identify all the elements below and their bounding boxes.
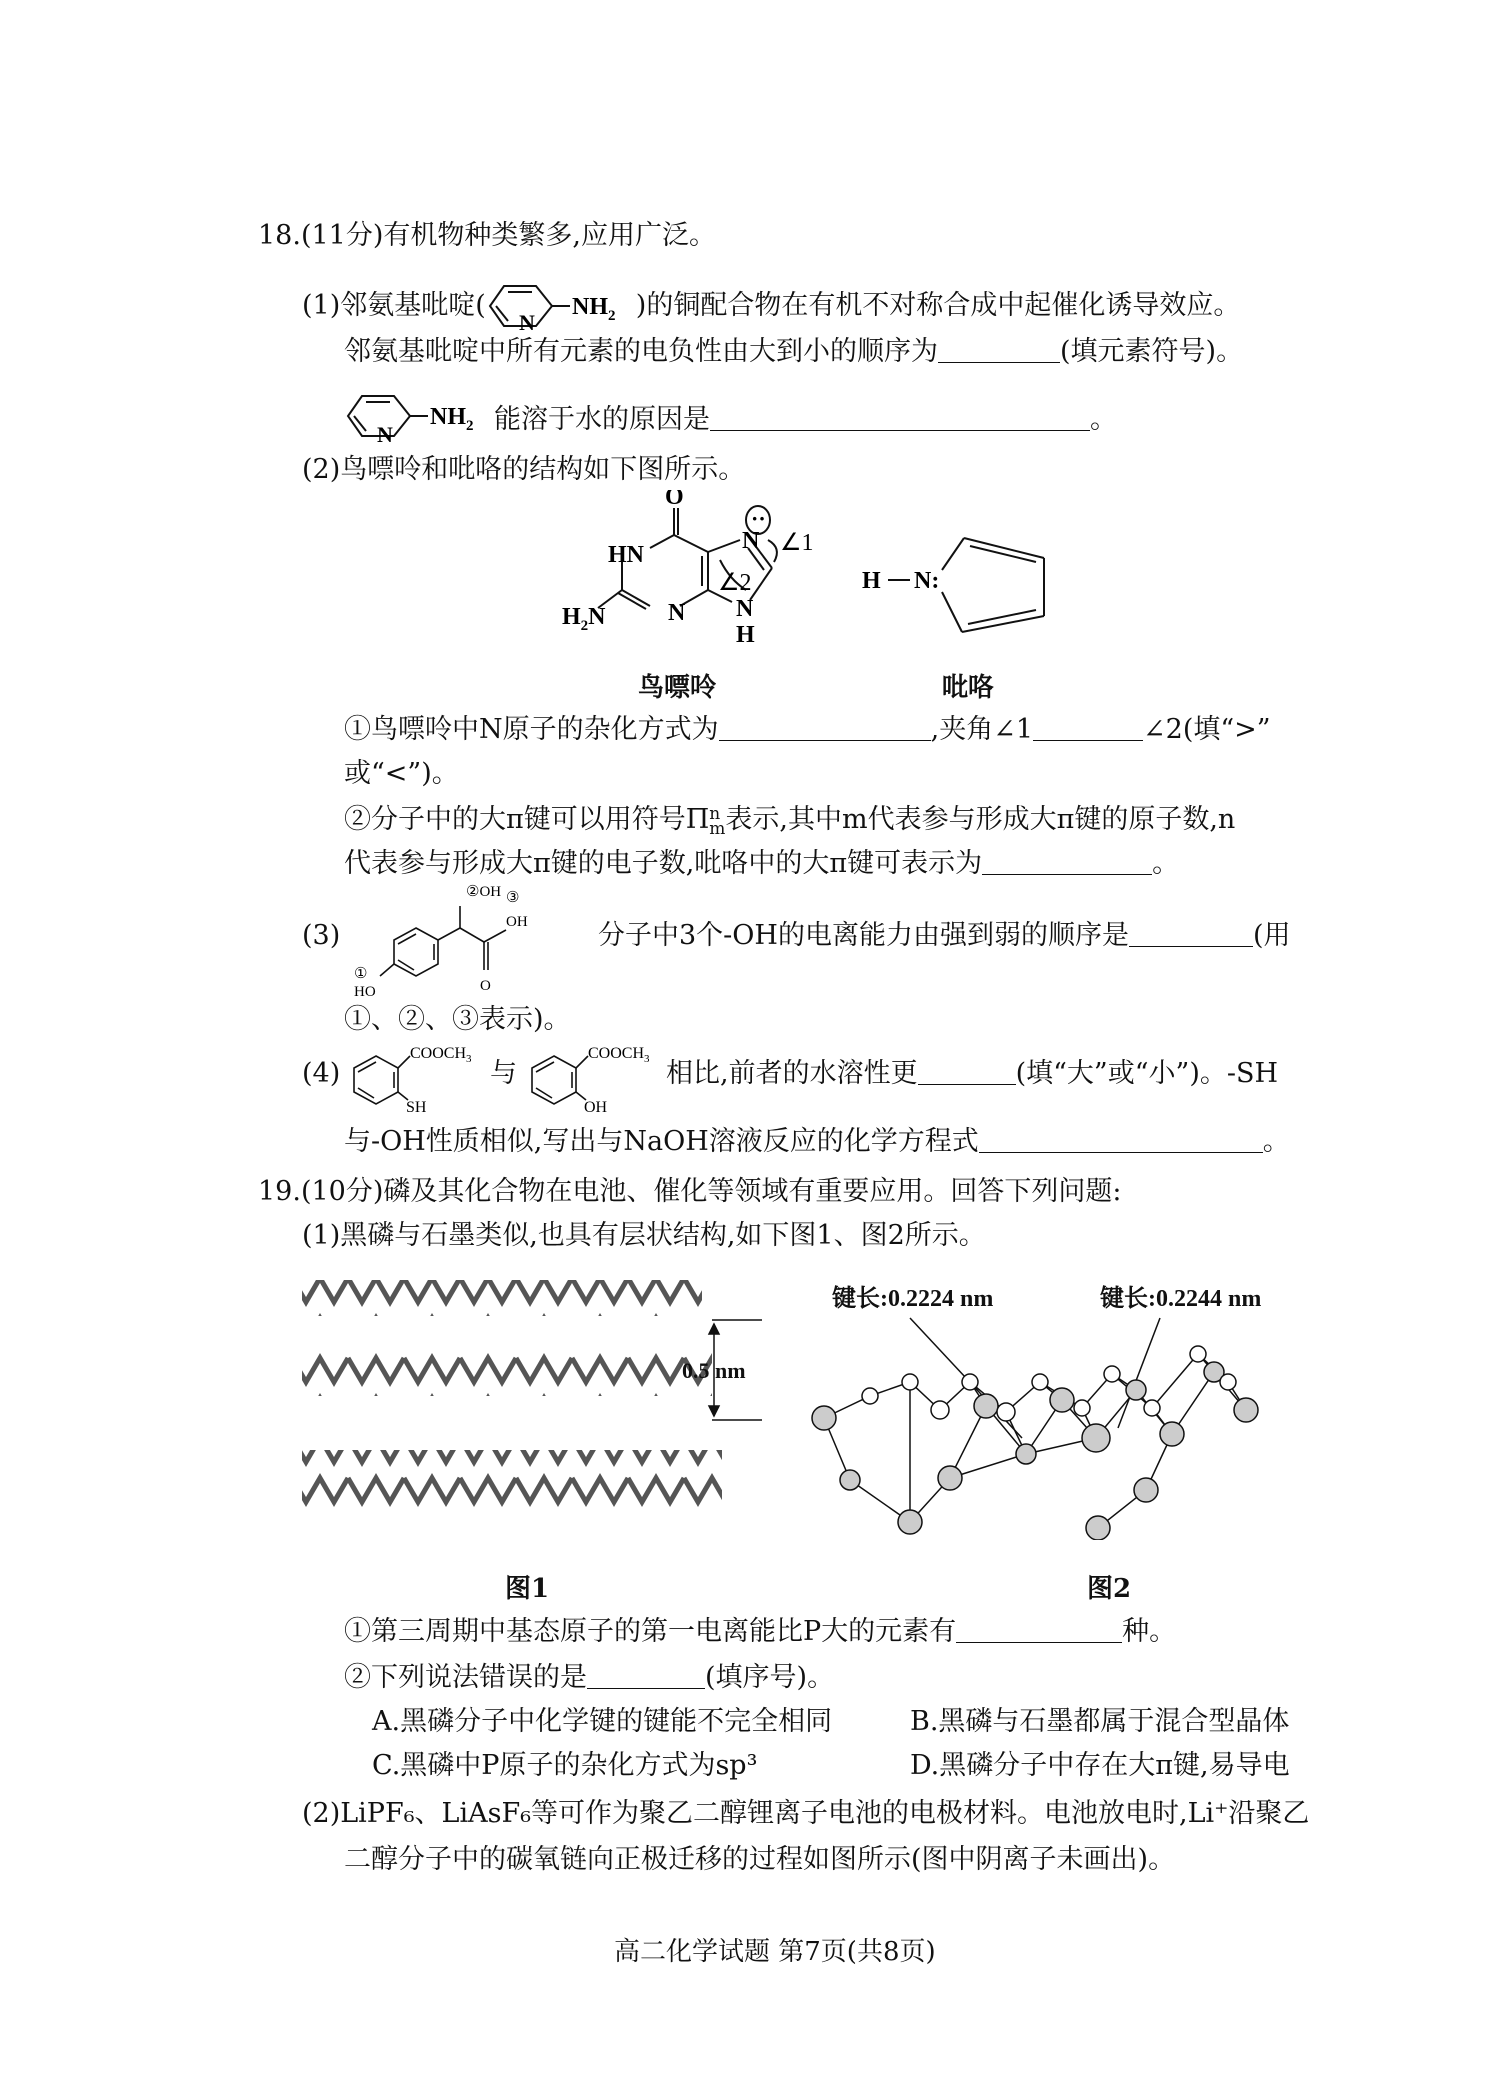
- aminopyridine-structure: [344, 390, 494, 446]
- svg-text:∠2: ∠2: [718, 570, 752, 596]
- bond-length-1: 键长:0.2224 nm: [832, 1286, 994, 1312]
- q18-part3-cont: ①、②、③表示)。: [344, 1004, 571, 1035]
- q18-part4-label: (4): [302, 1058, 341, 1089]
- q18-q2-1: ①鸟嘌呤中N原子的杂化方式为 ,夹角∠1 ∠2(填“>”: [344, 714, 1271, 745]
- q19-header: 19.(10分)磷及其化合物在电池、催化等领域有重要应用。回答下列问题:: [258, 1176, 1122, 1207]
- q19-part2-line2: 二醇分子中的碳氧链向正极迁移的过程如图所示(图中阴离子未画出)。: [344, 1844, 1176, 1875]
- svg-text:O: O: [480, 978, 491, 994]
- methyl-salicylate-structure: [524, 1042, 664, 1114]
- q18-part4-cont: 与-OH性质相似,写出与NaOH溶液反应的化学方程式 。: [344, 1126, 1290, 1157]
- q18-part3-label: (3): [302, 920, 341, 951]
- svg-text:③: ③: [506, 890, 520, 906]
- answer-blank[interactable]: [982, 848, 1152, 875]
- svg-text:HN: HN: [608, 542, 644, 568]
- svg-text:COOCH3: $COOCH_3$: [410, 1045, 472, 1065]
- pyrrole-label: 吡咯: [942, 673, 995, 703]
- hydroxyphenyl-glycolic-acid-structure: [346, 878, 594, 998]
- svg-text:②OH: ②OH: [466, 884, 502, 900]
- q18-part1-line1: (1)邻氨基吡啶( N $NH_2$ )的铜配合物在有机不对称合成中起催化诱导效应。: [302, 276, 1240, 332]
- figure1-black-phosphorus-layers: [292, 1270, 772, 1540]
- svg-text:N: N: [668, 600, 686, 626]
- q18-header: 18.(11分)有机物种类繁多,应用广泛。: [258, 220, 716, 251]
- q18-part1-line3: N $NH_2$ 能溶于水的原因是 。: [344, 390, 1117, 446]
- answer-blank[interactable]: [956, 1616, 1122, 1643]
- q18-part4-text: 相比,前者的水溶性更 (填“大”或“小”)。-SH: [666, 1058, 1279, 1089]
- svg-text:N: N: [742, 528, 760, 554]
- option-d[interactable]: D.黑磷分子中存在大π键,易导电: [910, 1750, 1290, 1781]
- bond-length-2: 键长:0.2244 nm: [1100, 1286, 1262, 1312]
- q18-part2-intro: (2)鸟嘌呤和吡咯的结构如下图所示。: [302, 454, 746, 485]
- answer-blank[interactable]: [979, 1126, 1263, 1153]
- q19-q1-2: ②下列说法错误的是 (填序号)。: [344, 1662, 835, 1693]
- interlayer-spacing: 0.5 nm: [682, 1358, 746, 1383]
- pi-bond-symbol: Πn m: [685, 804, 726, 839]
- q18-q2-2-cont: 代表参与形成大π键的电子数,吡咯中的大π键可表示为 。: [344, 848, 1180, 879]
- q19-part1-intro: (1)黑磷与石墨类似,也具有层状结构,如下图1、图2所示。: [302, 1220, 986, 1251]
- q18-part4-and: 与: [490, 1058, 517, 1089]
- option-a[interactable]: A.黑磷分子中化学键的键能不完全相同: [372, 1706, 833, 1737]
- answer-blank[interactable]: [1129, 920, 1253, 947]
- q18-q2-2: ②分子中的大π键可以用符号Πn m表示,其中m代表参与形成大π键的原子数,n: [344, 804, 1236, 839]
- svg-text:HO: HO: [354, 984, 376, 998]
- svg-text:COOCH3: $COOCH_3$: [588, 1045, 650, 1065]
- figure2-phosphorus-bond-lengths: [800, 1270, 1300, 1540]
- svg-text:H2N: $H_2N$: [562, 604, 606, 634]
- svg-text:SH: SH: [406, 1099, 427, 1114]
- answer-blank[interactable]: [918, 1058, 1016, 1085]
- q18-part3-text: 分子中3个-OH的电离能力由强到弱的顺序是 (用: [598, 920, 1291, 951]
- guanine-label: 鸟嘌呤: [638, 673, 717, 703]
- svg-text:OH: OH: [506, 914, 528, 930]
- aminopyridine-structure: [486, 276, 636, 332]
- q19-part2-line1: (2)LiPF₆、LiAsF₆等可作为聚乙二醇锂离子电池的电极材料。电池放电时,Li⁺沿聚乙: [302, 1798, 1310, 1829]
- answer-blank[interactable]: [719, 714, 931, 741]
- svg-text:N: N: [518, 310, 535, 332]
- svg-text:··: ··: [751, 506, 766, 531]
- q18-q2-1-cont: 或“<”)。: [344, 758, 459, 789]
- svg-text:N:: N:: [914, 568, 940, 594]
- figure2-caption: 图2: [1087, 1574, 1132, 1604]
- svg-text:OH: OH: [584, 1099, 608, 1114]
- answer-blank[interactable]: [938, 336, 1060, 363]
- svg-text:H: H: [862, 568, 881, 594]
- guanine-structure: [550, 490, 840, 660]
- pyrrole-structure: [862, 520, 1062, 640]
- svg-text:N: N: [377, 422, 393, 446]
- page-footer: 高二化学试题 第7页(共8页): [614, 1937, 936, 1967]
- svg-text:O: O: [665, 490, 684, 510]
- methyl-thiosalicylate-structure: [346, 1042, 486, 1114]
- svg-text:∠1: ∠1: [780, 530, 814, 556]
- answer-blank[interactable]: [587, 1662, 705, 1689]
- q18-part1-line2: 邻氨基吡啶中所有元素的电负性由大到小的顺序为 (填元素符号)。: [344, 336, 1244, 367]
- svg-text:NH2: $NH_2$: [430, 404, 474, 434]
- svg-text:H: H: [736, 622, 755, 648]
- option-c[interactable]: C.黑磷中P原子的杂化方式为sp³: [372, 1750, 758, 1781]
- svg-text:N: N: [736, 596, 754, 622]
- svg-text:NH2: $NH_2$: [571, 294, 616, 324]
- q19-q1-1: ①第三周期中基态原子的第一电离能比P大的元素有 种。: [344, 1616, 1177, 1647]
- answer-blank[interactable]: [710, 404, 1090, 431]
- figure1-caption: 图1: [505, 1574, 550, 1604]
- option-b[interactable]: B.黑磷与石墨都属于混合型晶体: [910, 1706, 1290, 1737]
- answer-blank[interactable]: [1033, 714, 1143, 741]
- svg-text:①: ①: [354, 966, 368, 982]
